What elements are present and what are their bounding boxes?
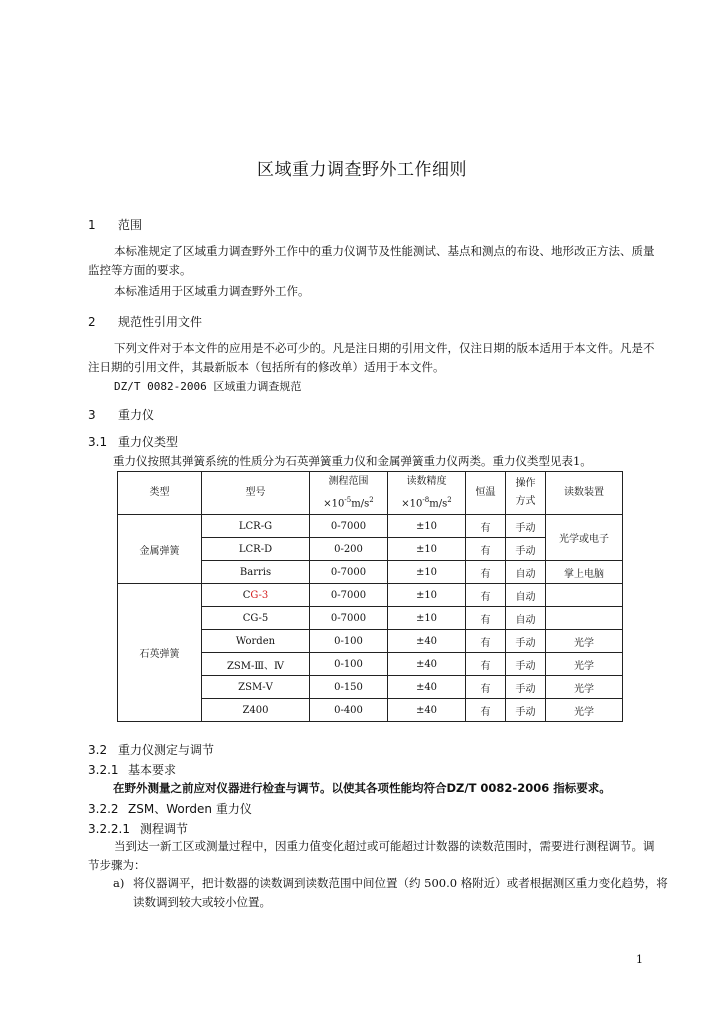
header-range: 测程范围 $\times 10^{-5}m/s^2$ [310, 472, 388, 515]
table-row: 石英弹簧 CG-3 0-7000 ±10 有 自动 [118, 584, 623, 607]
table-row: Barris 0-7000 ±10 有 自动 掌上电脑 [118, 561, 623, 584]
section-3-2-1-paragraph: 在野外测量之前应对仪器进行检查与调节。以使其各项性能均符合DZ/T 0082-2006 指标要求。 [113, 781, 611, 795]
table-row: ZSM-Ⅲ、Ⅳ 0-100 ±40 有 手动 光学 [118, 653, 623, 676]
document-title: 区域重力调查野外工作细则 [257, 160, 467, 180]
table-row: Z400 0-400 ±40 有 手动 光学 [118, 699, 623, 722]
section-3-2-2-1-heading: 3.2.2.1 测程调节 [88, 822, 189, 836]
section-3-2-heading: 3.2 重力仪测定与调节 [88, 743, 215, 757]
section-2-paragraph-1: 下列文件对于本文件的应用是不必可少的。凡是注日期的引用文件，仅注日期的版本适用于本文件。凡是不注日期的引用文件，其最新版本（包括所有的修改单）适用于本文件。 [88, 341, 655, 374]
table-row: CG-5 0-7000 ±10 有 自动 [118, 607, 623, 630]
section-3-2-2-heading: 3.2.2 ZSM、Worden 重力仪 [88, 802, 252, 816]
table-row: 金属弹簧 LCR-G 0-7000 ±10 有 手动 光学或电子 [118, 515, 623, 538]
header-reading-device: 读数装置 [546, 472, 623, 515]
page-number: 1 [636, 953, 643, 966]
section-3-1-heading: 3.1 重力仪类型 [88, 435, 179, 449]
gravimeter-types-table [117, 471, 623, 722]
table-header-row [118, 472, 623, 515]
section-3-2-2-1-paragraph: 当到达一新工区或测量过程中，因重力值变化超过或可能超过计数器的读数范围时，需要进行测程调节。调节步骤为： [88, 839, 655, 872]
header-thermostat: 恒温 [466, 472, 506, 515]
section-2-reference: DZ/T 0082-2006 区域重力调查规范 [114, 380, 302, 393]
group-quartz-spring: 石英弹簧 [118, 584, 202, 722]
group-metal-spring: 金属弹簧 [118, 515, 202, 584]
section-3-heading: 3 重力仪 [88, 408, 155, 422]
header-type: 类型 [118, 472, 202, 515]
table-row: Worden 0-100 ±40 有 手动 光学 [118, 630, 623, 653]
section-1-heading: 1 范围 [88, 218, 143, 232]
section-2-heading: 2 规范性引用文件 [88, 315, 203, 329]
model-cg3: CG-3 [202, 584, 310, 607]
section-1-paragraph-1: 本标准规定了区域重力调查野外工作中的重力仪调节及性能测试、基点和测点的布设、地形改正方法、质量监控等方面的要求。 [88, 244, 655, 277]
header-operation: 操作 方式 [506, 472, 546, 515]
header-precision: 读数精度 $\times 10^{-8}m/s^2$ [388, 472, 466, 515]
step-a: a) 将仪器调平，把计数器的读数调到读数范围中间位置（约 500.0 格附近）或者根据测区重力变化趋势，将读数调到较大或较小位置。 [113, 876, 668, 909]
section-1-paragraph-2: 本标准适用于区域重力调查野外工作。 [114, 284, 310, 298]
table-row: ZSM-Ⅴ 0-150 ±40 有 手动 光学 [118, 676, 623, 699]
table-row: LCR-D 0-200 ±10 有 手动 [118, 538, 623, 561]
header-model: 型号 [202, 472, 310, 515]
section-3-1-paragraph: 重力仪按照其弹簧系统的性质分为石英弹簧重力仪和金属弹簧重力仪两类。重力仪类型见表1。 [113, 454, 592, 468]
section-3-2-1-heading: 3.2.1 基本要求 [88, 763, 177, 777]
